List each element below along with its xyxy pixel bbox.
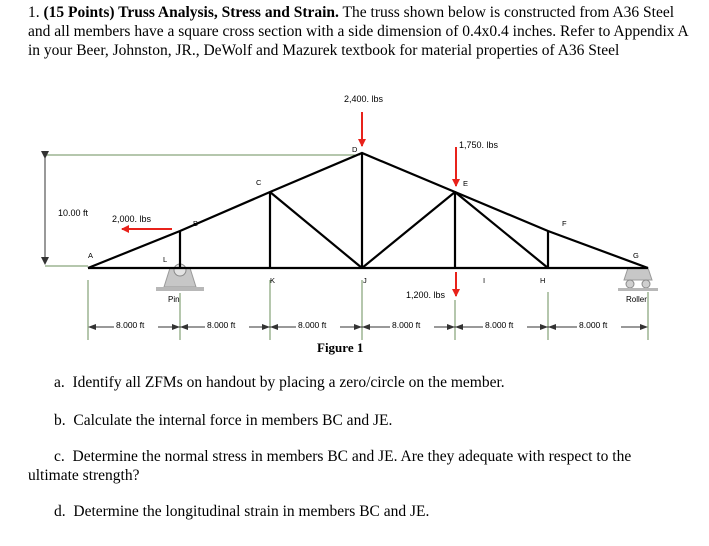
question-b <box>54 411 392 430</box>
question-b-text: Calculate the internal force in members BC and JE. <box>73 412 393 429</box>
question-a-label: a. <box>54 374 65 391</box>
node-I: I <box>483 276 486 285</box>
question-c <box>28 447 668 485</box>
question-a-text: Identify all ZFMs on handout by placing a zero/circle on the member. <box>72 374 505 391</box>
roller-support <box>618 268 658 291</box>
question-d-text: Determine the longitudinal strain in members BC and JE. <box>73 503 430 520</box>
top-chord <box>88 153 648 268</box>
node-J: J <box>363 276 367 285</box>
height-label: 10.00 ft <box>58 208 89 218</box>
span-label-4: 8.000 ft <box>392 320 421 330</box>
support-label-pin: Pin <box>168 295 180 304</box>
span-label-6: 8.000 ft <box>579 320 608 330</box>
span-label-3: 8.000 ft <box>298 320 327 330</box>
question-c-text: Determine the normal stress in members BC and JE. Are they adequate with respect to the ultimate strength? <box>28 448 632 484</box>
load-label-top: 2,400. lbs <box>344 94 384 104</box>
span-label-5: 8.000 ft <box>485 320 514 330</box>
question-d-label: d. <box>54 503 66 520</box>
problem-body: The truss shown below is constructed from A36 Steel and all members have a square cross section with a side dimension of 0.4x0.4 inches. Refer to Appendix A in your Beer, Johnston, JR., DeWolf and Mazurek textbook for material properties of A36 Steel <box>28 4 688 59</box>
question-c-label: c. <box>54 448 65 465</box>
load-label-right-top: 1,750. lbs <box>459 140 499 150</box>
load-label-bottom: 1,200. lbs <box>406 290 446 300</box>
node-F: F <box>562 219 567 228</box>
node-E: E <box>463 179 469 188</box>
node-B: B <box>193 219 199 228</box>
figure-caption: Figure 1 <box>317 340 364 355</box>
member-CJ <box>270 192 362 268</box>
node-G: G <box>633 251 639 260</box>
question-a <box>54 373 505 392</box>
node-K: K <box>270 276 276 285</box>
node-D: D <box>352 145 358 154</box>
height-dimension <box>45 155 360 266</box>
truss-members <box>88 153 648 268</box>
node-H: H <box>540 276 546 285</box>
span-label-2: 8.000 ft <box>207 320 236 330</box>
span-label-1: 8.000 ft <box>116 320 145 330</box>
member-EH <box>455 192 548 268</box>
question-b-label: b. <box>54 412 66 429</box>
load-label-left: 2,000. lbs <box>112 214 152 224</box>
node-A: A <box>88 251 94 260</box>
node-C: C <box>256 178 262 187</box>
problem-number: 1. <box>28 4 40 21</box>
member-JE <box>362 192 455 268</box>
question-d <box>54 502 429 521</box>
problem-title: (15 Points) Truss Analysis, Stress and Strain. <box>43 4 339 21</box>
node-L: L <box>163 255 168 264</box>
support-label-roller: Roller <box>626 295 647 304</box>
